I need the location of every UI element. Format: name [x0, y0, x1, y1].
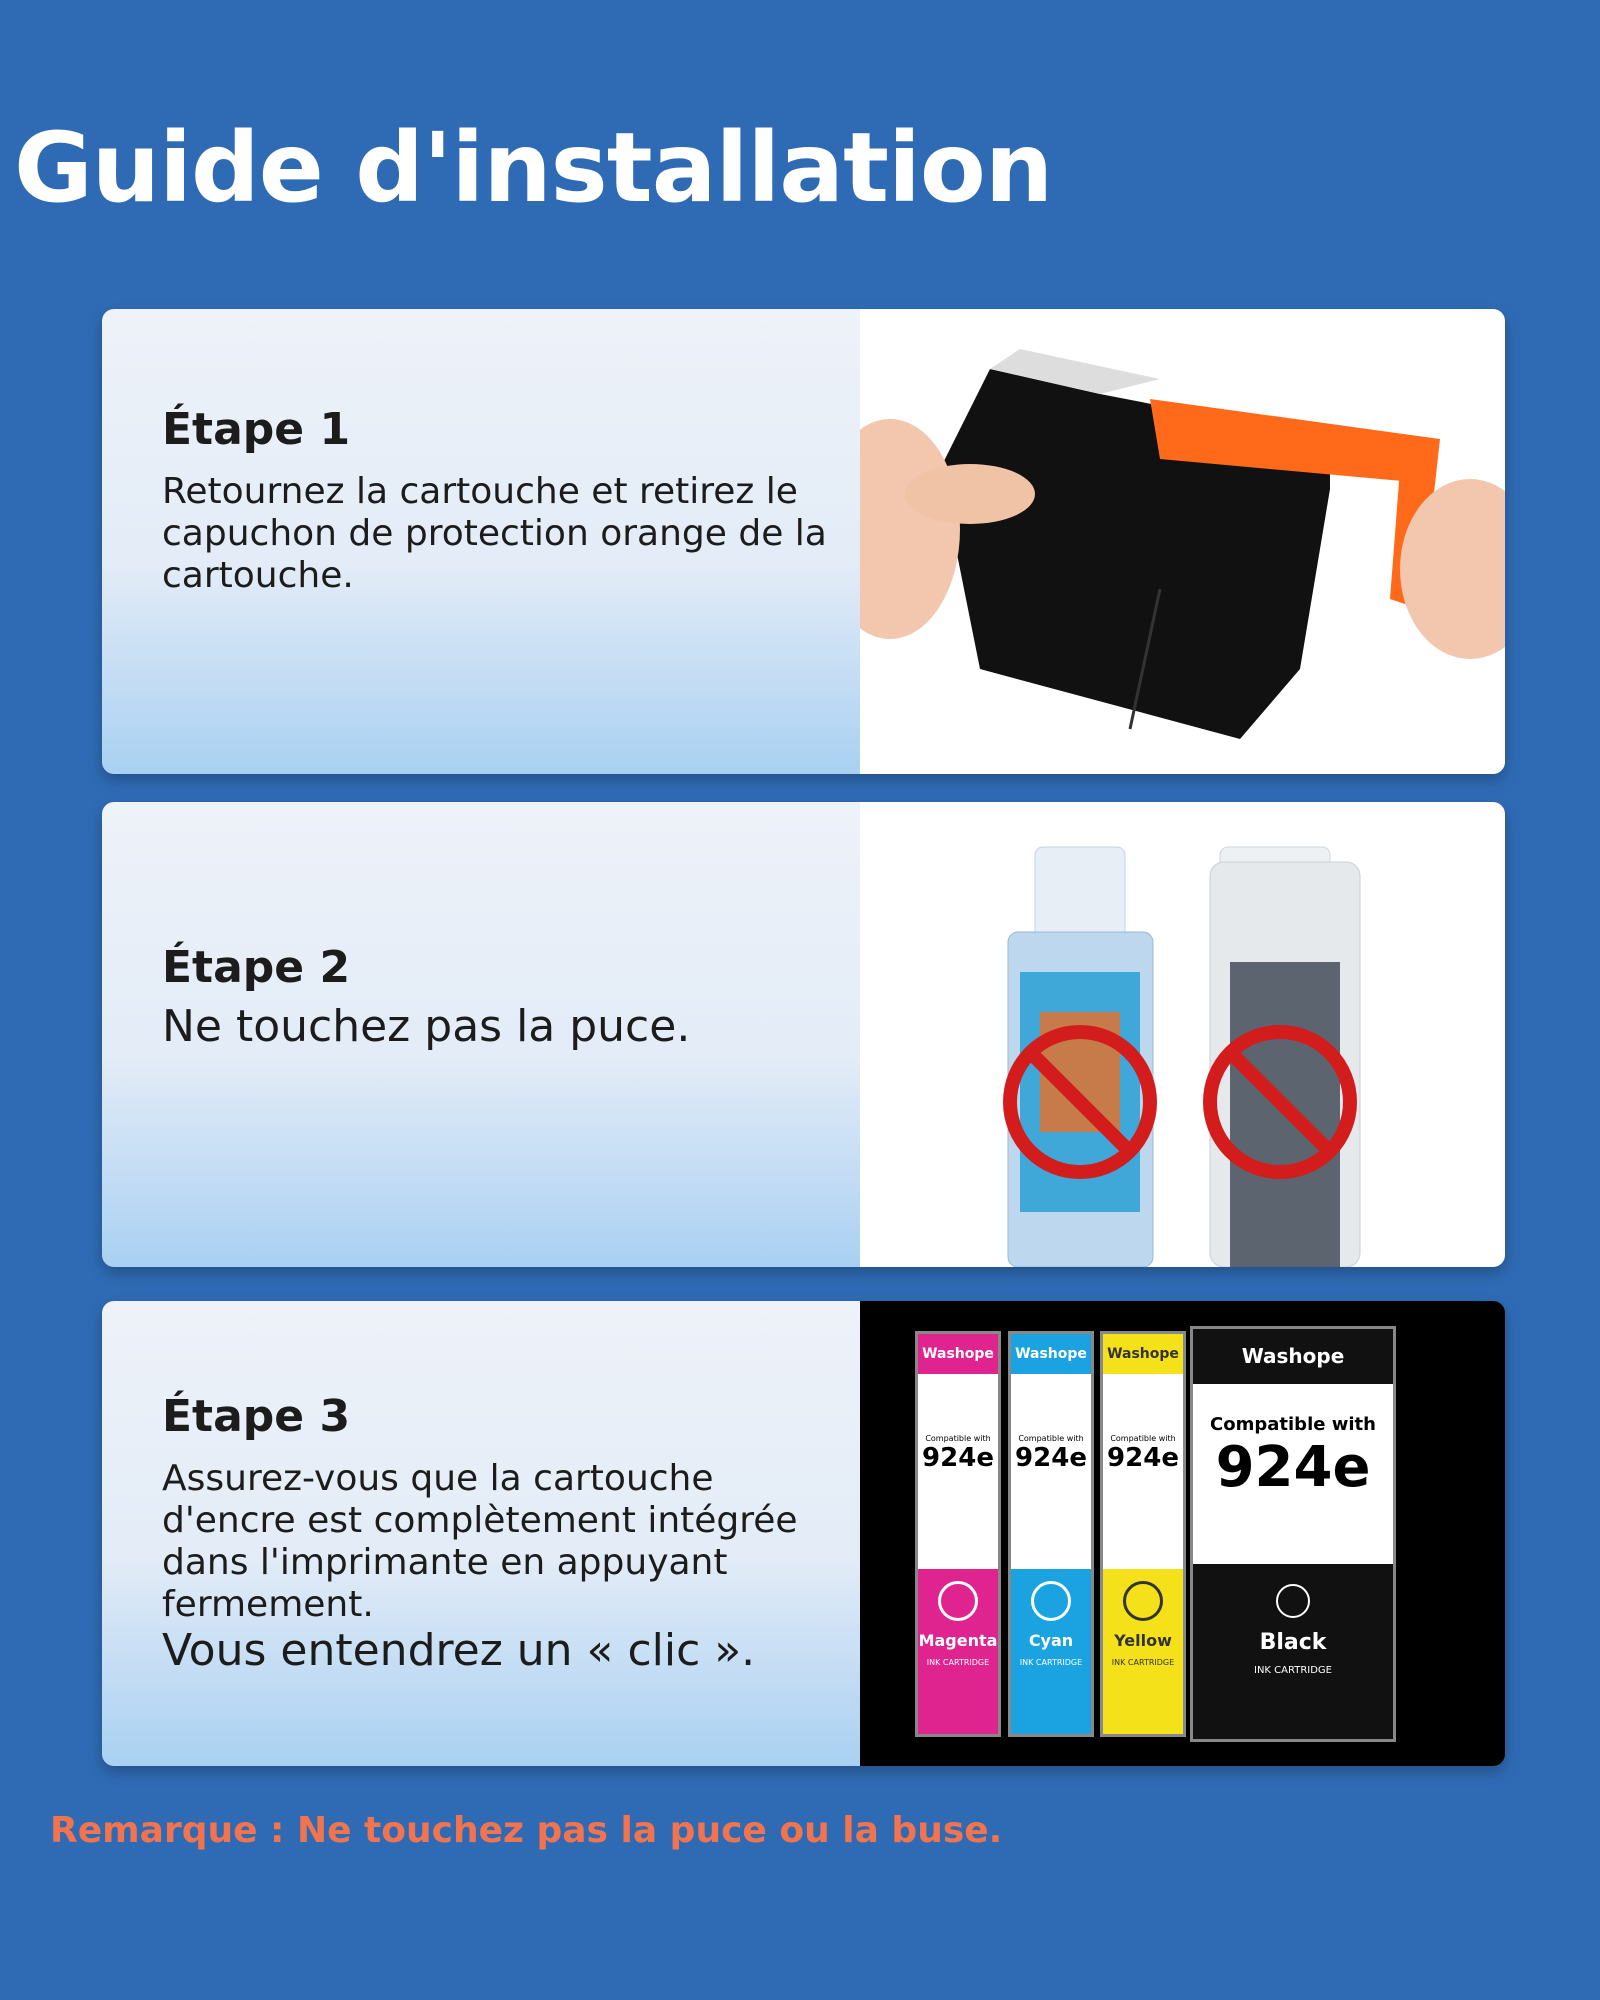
cartridge-circle-icon: [1031, 1581, 1071, 1621]
step-card-1: [102, 309, 1505, 774]
warning-note: Remarque : Ne touchez pas la puce ou la buse.: [50, 1810, 1003, 1851]
cartridge-brand: Washope: [918, 1334, 998, 1374]
cartridge-color-name: Black: [1259, 1630, 1327, 1655]
step-1-photo: [860, 309, 1505, 774]
cartridge-model: 924e: [1215, 1435, 1371, 1500]
step-3-photo: [860, 1301, 1505, 1766]
cartridge-compat: Compatible with: [925, 1434, 991, 1443]
cartridge-type: INK CARTRIDGE: [1254, 1665, 1332, 1676]
step-description: Ne touchez pas la puce.: [162, 1001, 691, 1052]
cartridge-model: 924e: [1107, 1443, 1179, 1473]
cartridge-color-name: Yellow: [1114, 1631, 1172, 1650]
step-card-3: [102, 1301, 1505, 1766]
step-click-note: Vous entendrez un « clic ».: [162, 1625, 756, 1676]
step-title: Étape 3: [162, 1391, 351, 1442]
page-title: Guide d'installation: [14, 112, 1053, 224]
cartridge-brand: Washope: [1011, 1334, 1091, 1374]
cartridge-color-name: Cyan: [1028, 1631, 1074, 1650]
step-text-panel: [102, 309, 860, 774]
step-description: Assurez-vous que la cartouche d'encre est complètement intégrée dans l'imprimante en appuyant fermement.: [162, 1458, 798, 1625]
cartridge-model: 924e: [922, 1443, 994, 1473]
cartridge-color-name: Magenta: [918, 1631, 998, 1650]
step-title: Étape 1: [162, 404, 351, 455]
cartridge-model: 924e: [1015, 1443, 1087, 1473]
step-card-2: [102, 802, 1505, 1267]
step-text-panel: [102, 802, 860, 1267]
step-text-panel: [102, 1301, 860, 1766]
cartridge-type: INK CARTRIDGE: [1019, 1658, 1083, 1667]
step-description: Retournez la cartouche et retirez le capuchon de protection orange de la cartouche.: [162, 471, 827, 596]
cartridge-compat: Compatible with: [1210, 1414, 1376, 1435]
step-2-photo: [860, 802, 1505, 1267]
cartridge-circle-icon: [938, 1581, 978, 1621]
cartridge-brand: Washope: [1193, 1329, 1393, 1384]
cartridge-circle-icon: [1123, 1581, 1163, 1621]
cartridge-cyan: [1008, 1331, 1094, 1737]
cartridge-compat: Compatible with: [1018, 1434, 1084, 1443]
cartridge-brand: Washope: [1103, 1334, 1183, 1374]
cartridge-magenta: [915, 1331, 1001, 1737]
cartridge-yellow: [1100, 1331, 1186, 1737]
cartridge-black: [1190, 1326, 1396, 1742]
cartridge-compat: Compatible with: [1110, 1434, 1176, 1443]
cartridge-type: INK CARTRIDGE: [1111, 1658, 1175, 1667]
cartridge-circle-icon: [1276, 1584, 1310, 1618]
cartridge-type: INK CARTRIDGE: [926, 1658, 990, 1667]
step-title: Étape 2: [162, 942, 351, 993]
